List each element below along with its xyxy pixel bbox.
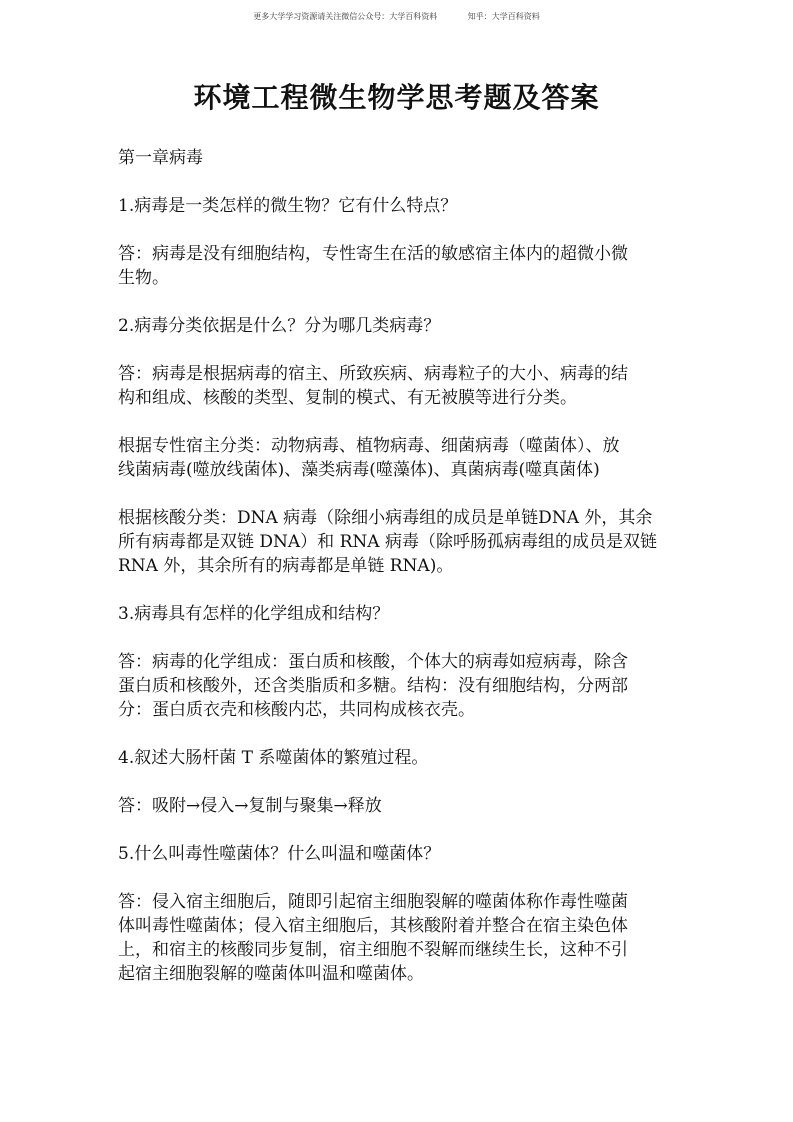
text-line: 所有病毒都是双链 DNA）和 RNA 病毒（除呼肠孤病毒组的成员是双链	[118, 532, 657, 552]
text-line: 2.病毒分类依据是什么？分为哪几类病毒？	[118, 316, 441, 336]
text-line: 构和组成、核酸的类型、复制的模式、有无被膜等进行分类。	[118, 388, 577, 408]
text-line: 根据专性宿主分类：动物病毒、植物病毒、细菌病毒（噬菌体）、放	[118, 436, 620, 456]
text-line: 蛋白质和核酸外，还含类脂质和多糖。结构：没有细胞结构，分两部	[118, 676, 628, 696]
page-header	[0, 11, 793, 22]
paragraph	[118, 194, 698, 218]
text-line: 4.叙述大肠杆菌 T 系噬菌体的繁殖过程。	[118, 748, 429, 768]
paragraph	[118, 650, 698, 722]
text-line: 起宿主细胞裂解的噬菌体叫温和噬菌体。	[118, 964, 424, 984]
paragraph	[118, 890, 698, 986]
text-line: 1.病毒是一类怎样的微生物？它有什么特点？	[118, 196, 458, 216]
text-line: 3.病毒具有怎样的化学组成和结构？	[118, 604, 390, 624]
paragraph	[118, 362, 698, 410]
text-line: 答：吸附→侵入→复制与聚集→释放	[118, 796, 382, 816]
text-line: 答：侵入宿主细胞后，随即引起宿主细胞裂解的噬菌体称作毒性噬菌	[118, 892, 628, 912]
text-line: 第一章病毒	[118, 148, 203, 168]
header-zhihu-note: 知乎：大学百科资料	[467, 12, 540, 21]
document-body	[118, 146, 698, 1010]
header-wechat-note: 更多大学学习资源请关注微信公众号：大学百科资料	[253, 12, 438, 21]
text-line: 分：蛋白质衣壳和核酸内芯，共同构成核衣壳。	[118, 700, 475, 720]
paragraph	[118, 602, 698, 626]
paragraph	[118, 746, 698, 770]
paragraph	[118, 314, 698, 338]
paragraph	[118, 146, 698, 170]
paragraph	[118, 242, 698, 290]
text-line: 5.什么叫毒性噬菌体？什么叫温和噬菌体？	[118, 844, 441, 864]
paragraph	[118, 794, 698, 818]
text-line: 答：病毒是没有细胞结构，专性寄生在活的敏感宿主体内的超微小微	[118, 244, 628, 264]
text-line: 生物。	[118, 268, 169, 288]
text-line: 体叫毒性噬菌体；侵入宿主细胞后，其核酸附着并整合在宿主染色体	[118, 916, 628, 936]
text-line: 答：病毒的化学组成：蛋白质和核酸，个体大的病毒如痘病毒，除含	[118, 652, 628, 672]
paragraph	[118, 842, 698, 866]
document-title: 环境工程微生物学思考题及答案	[193, 81, 600, 114]
text-line: 线菌病毒(噬放线菌体)、藻类病毒(噬藻体)、真菌病毒(噬真菌体)	[118, 460, 600, 480]
text-line: 根据核酸分类：DNA 病毒（除细小病毒组的成员是单链DNA 外，其余	[118, 508, 653, 528]
paragraph	[118, 434, 698, 482]
text-line: RNA 外，其余所有的病毒都是单链 RNA)。	[118, 556, 454, 576]
text-line: 答：病毒是根据病毒的宿主、所致疾病、病毒粒子的大小、病毒的结	[118, 364, 628, 384]
paragraph	[118, 506, 698, 578]
text-line: 上，和宿主的核酸同步复制，宿主细胞不裂解而继续生长，这种不引	[118, 940, 628, 960]
